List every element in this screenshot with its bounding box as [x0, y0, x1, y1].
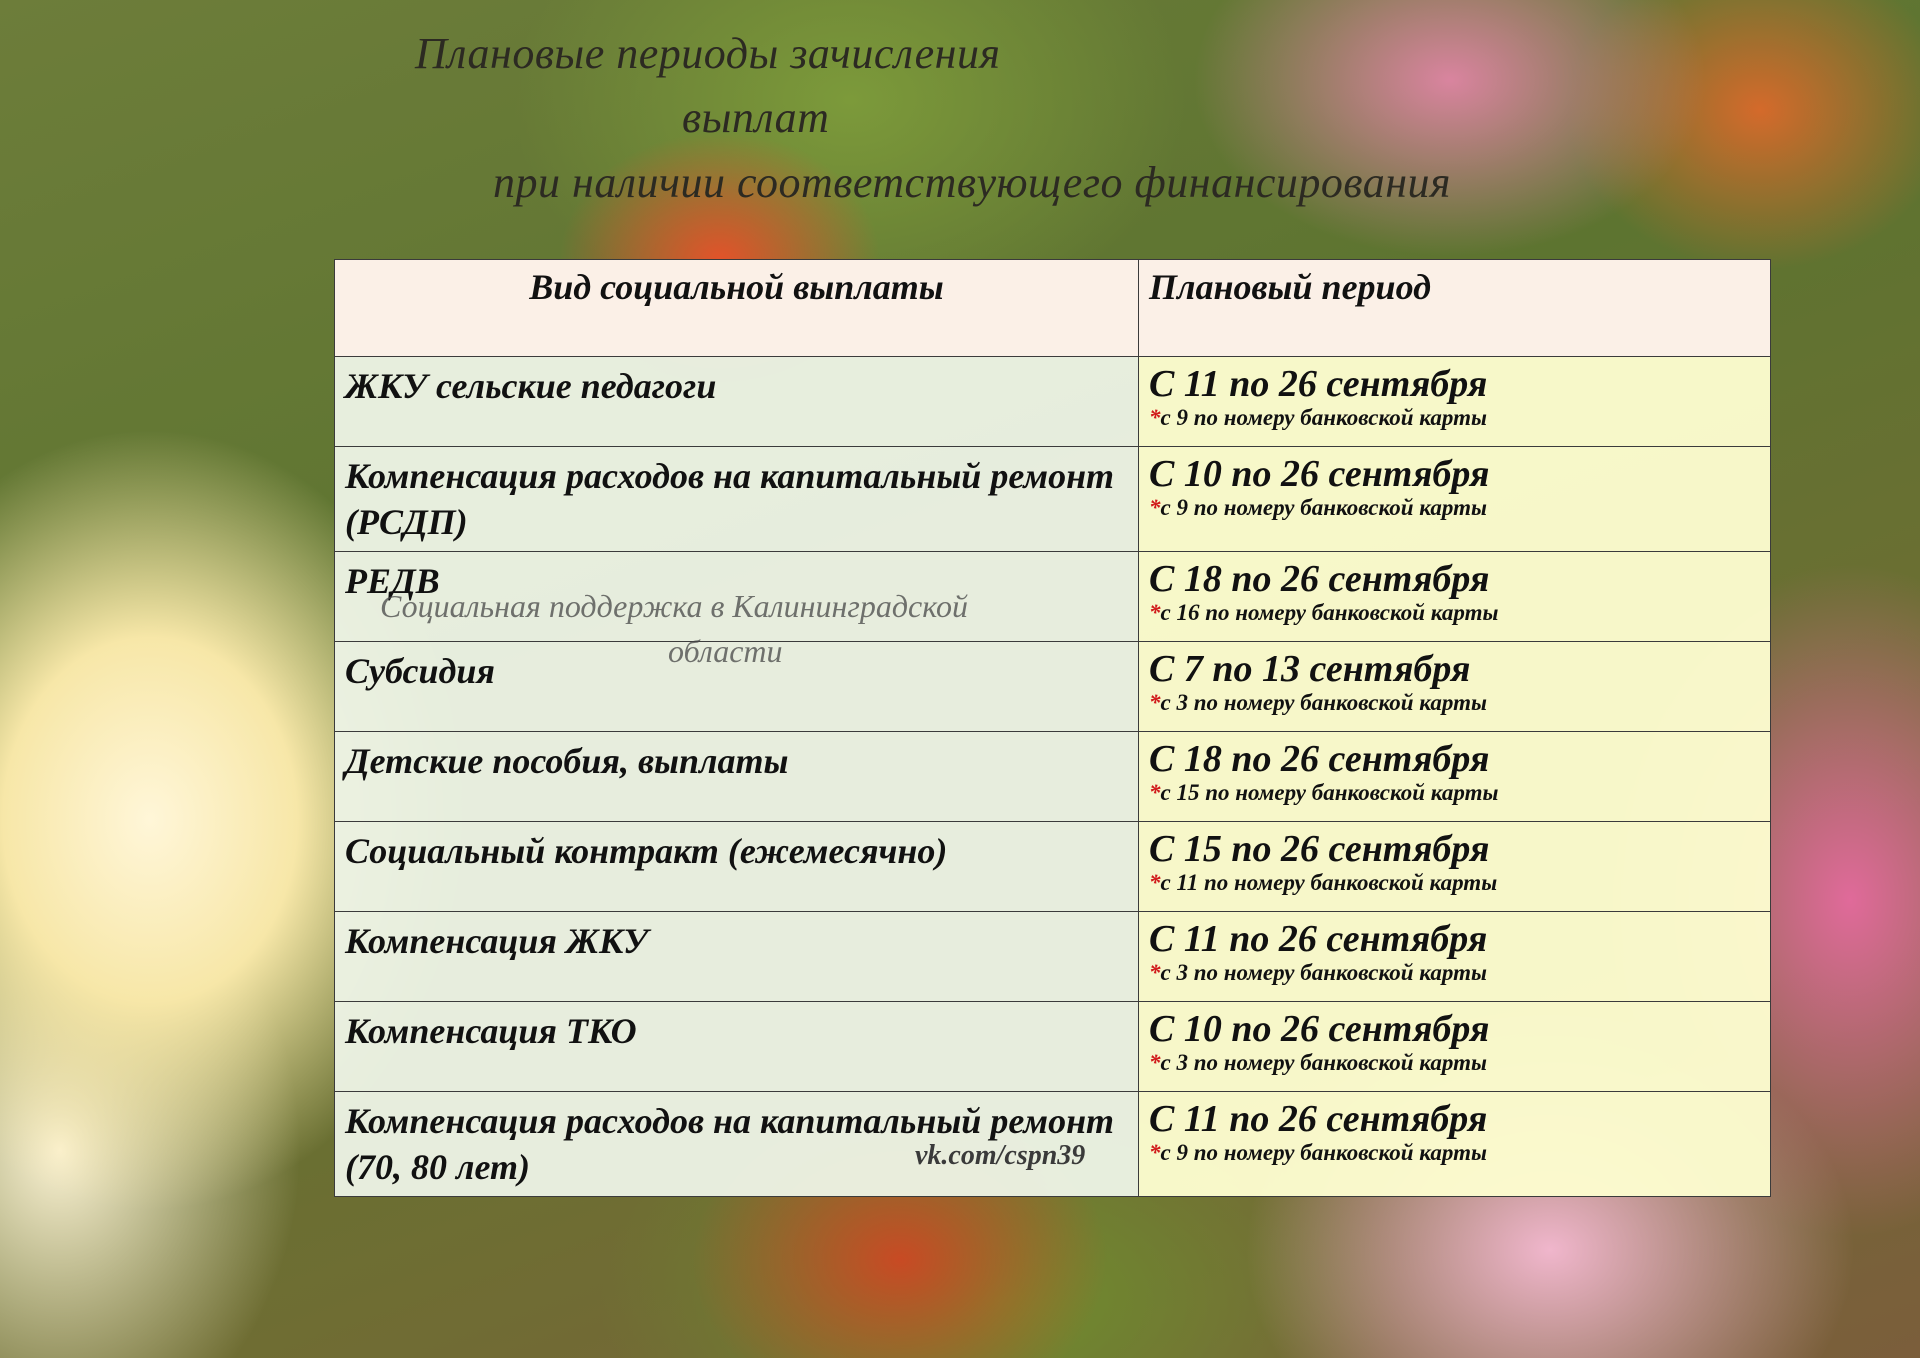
payment-type-cell: Компенсация ТКО: [335, 1002, 1139, 1092]
period-dates: С 11 по 26 сентября: [1149, 1098, 1488, 1140]
period-dates: С 7 по 13 сентября: [1149, 648, 1471, 690]
note-asterisk: *: [1149, 780, 1161, 805]
period-dates: С 15 по 26 сентября: [1149, 828, 1490, 870]
card-number-note: [1149, 600, 1760, 626]
card-number-note: [1149, 1140, 1760, 1166]
note-text: с 15 по номеру банковской карты: [1160, 780, 1499, 805]
planned-period-cell: [1139, 912, 1771, 1002]
title-line-3: при наличии соответствующего финансирования: [493, 158, 1452, 207]
header-payment-type: Вид социальной выплаты: [335, 260, 1139, 357]
period-dates: С 11 по 26 сентября: [1149, 363, 1488, 405]
watermark-line-1: Социальная поддержка в Калининградской: [380, 588, 968, 624]
planned-period-cell: [1139, 447, 1771, 552]
title-line-1: Плановые периоды зачисления: [415, 29, 1001, 78]
note-asterisk: *: [1149, 405, 1161, 430]
payment-type-cell: РЕДВ: [335, 552, 1139, 642]
note-text: с 3 по номеру банковской карты: [1160, 690, 1487, 715]
card-number-note: [1149, 405, 1760, 431]
note-text: с 9 по номеру банковской карты: [1160, 1140, 1487, 1165]
note-text: с 3 по номеру банковской карты: [1160, 960, 1487, 985]
note-asterisk: *: [1149, 1140, 1161, 1165]
note-asterisk: *: [1149, 870, 1161, 895]
table-row: [335, 912, 1771, 1002]
table-row: [335, 447, 1771, 552]
payment-type-cell: Компенсация ЖКУ: [335, 912, 1139, 1002]
planned-period-cell: [1139, 642, 1771, 732]
note-text: с 3 по номеру банковской карты: [1160, 1050, 1487, 1075]
note-text: с 16 по номеру банковской карты: [1160, 600, 1499, 625]
table-row: [335, 357, 1771, 447]
card-number-note: [1149, 870, 1760, 896]
planned-period-cell: [1139, 732, 1771, 822]
period-dates: С 18 по 26 сентября: [1149, 558, 1490, 600]
payment-type-cell: Компенсация расходов на капитальный ремонт (РСДП): [335, 447, 1139, 552]
note-asterisk: *: [1149, 1050, 1161, 1075]
payment-type-cell: Детские пособия, выплаты: [335, 732, 1139, 822]
note-asterisk: *: [1149, 690, 1161, 715]
note-text: с 9 по номеру банковской карты: [1160, 495, 1487, 520]
period-dates: С 10 по 26 сентября: [1149, 453, 1490, 495]
payment-type-cell: Субсидия: [335, 642, 1139, 732]
card-number-note: [1149, 690, 1760, 716]
note-text: с 9 по номеру банковской карты: [1160, 405, 1487, 430]
card-number-note: [1149, 1050, 1760, 1076]
planned-period-cell: [1139, 1092, 1771, 1197]
card-number-note: [1149, 495, 1760, 521]
source-watermark: vk.com/cspn39: [915, 1140, 1086, 1171]
planned-period-cell: [1139, 357, 1771, 447]
planned-period-cell: [1139, 822, 1771, 912]
card-number-note: [1149, 960, 1760, 986]
period-dates: С 11 по 26 сентября: [1149, 918, 1488, 960]
table-row: [335, 732, 1771, 822]
note-asterisk: *: [1149, 495, 1161, 520]
payment-type-cell: Компенсация расходов на капитальный ремонт (70, 80 лет): [335, 1092, 1139, 1197]
planned-period-cell: [1139, 1002, 1771, 1092]
planned-period-cell: [1139, 552, 1771, 642]
payment-type-cell: ЖКУ сельские педагоги: [335, 357, 1139, 447]
title-line-2: выплат: [682, 93, 830, 142]
table-row: [335, 1002, 1771, 1092]
period-dates: С 10 по 26 сентября: [1149, 1008, 1490, 1050]
watermark-line-2: области: [668, 633, 783, 669]
card-number-note: [1149, 780, 1760, 806]
period-dates: С 18 по 26 сентября: [1149, 738, 1490, 780]
note-asterisk: *: [1149, 960, 1161, 985]
payment-type-cell: Социальный контракт (ежемесячно): [335, 822, 1139, 912]
table-row: [335, 822, 1771, 912]
payment-schedule-table: [334, 259, 1771, 1197]
table-row: [335, 642, 1771, 732]
note-text: с 11 по номеру банковской карты: [1160, 870, 1498, 895]
table-header-row: [335, 260, 1771, 357]
header-planned-period: Плановый период: [1139, 260, 1771, 357]
note-asterisk: *: [1149, 600, 1161, 625]
